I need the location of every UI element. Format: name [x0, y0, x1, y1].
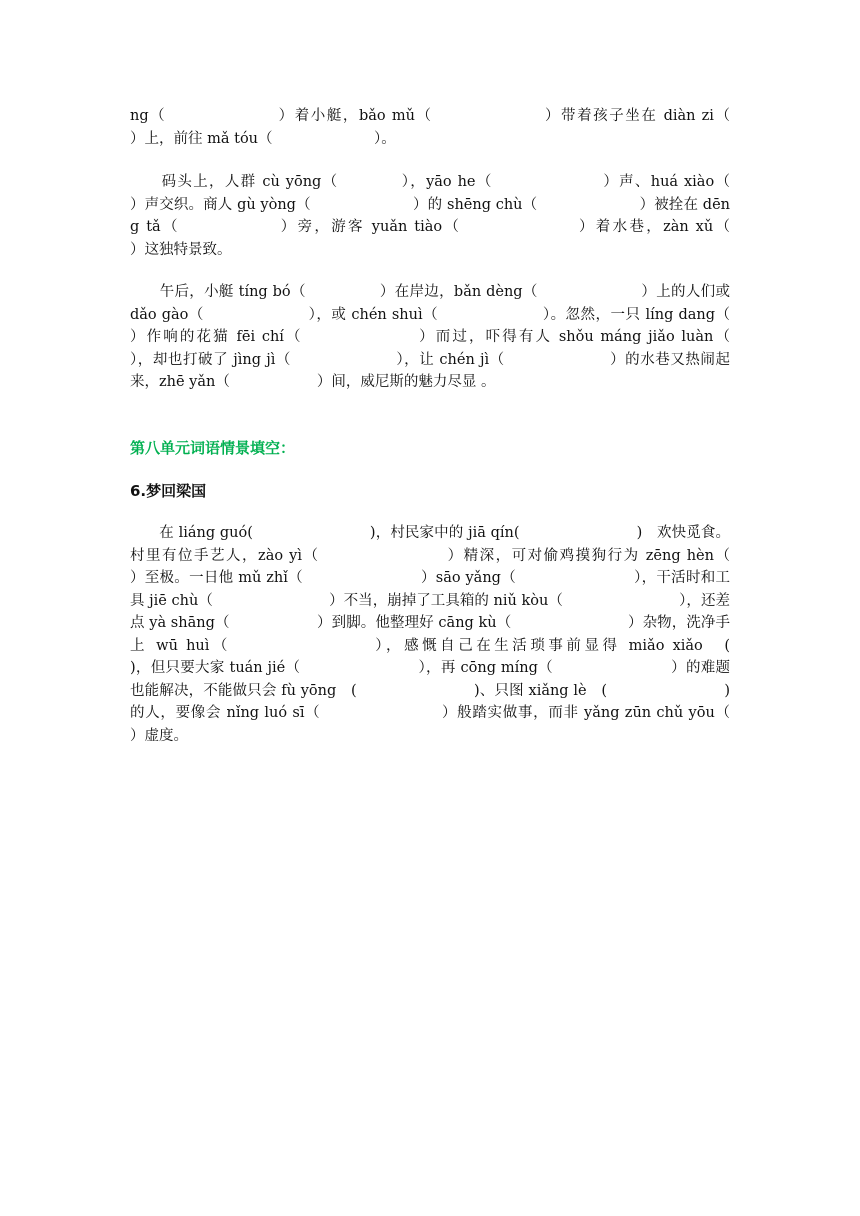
- paragraph-venice-boats: ng（ ）着小艇，bǎo mǔ（ ）带着孩子坐在 diàn zi（ ）上，前往 mǎ tóu（ ）。: [130, 108, 832, 147]
- lesson-title: 6.梦回梁国: [130, 482, 207, 500]
- paragraph-venice-dock: 码头上，人群 cù yōng（ ），yāo he（ ）声、huá xiào（ ）声交织。商人 gù yòng（ ）的 shēng chù（ ）被拴在 dēng tǎ（ ）旁，游客 yuǎn tiào（ ）着水巷，zàn xǔ（ ）这独特景致。: [130, 174, 832, 258]
- section-title: 第八单元词语情景填空：: [130, 439, 296, 457]
- paragraph-liangguo: 在 liáng guó( )，村民家中的 jiā qín( ) 欢快觅食。村里有位手艺人，zào yì（ ）精深，可对偷鸡摸狗行为 zēng hèn（ ）至极。一日他 mǔ zhǐ（ ）sāo yǎng（ ），干活时和工具 jiē chù（ ）不当，崩掉了工具箱的 niǔ kòu（ ），还差点 yà shāng（ ）到脚。他整理好 cāng kù（ ）杂物，洗净手上 wū huì（ ），感慨自己在生活琐事前显得 miǎo xiǎo ( )，但只要大家 tuán jié（ ），再 cōng míng（ ）的难题也能解决，不能做只会 fù yōng ( )、只图 xiǎng lè ( )的人，要像会 nǐng luó sī（ ）般踏实做事，而非 yǎng zūn chǔ yōu（ ）虚度。: [130, 525, 846, 744]
- paragraph-venice-afternoon: 午后，小艇 tíng bó（ ）在岸边，bǎn dèng（ ）上的人们或 dǎo gào（ ），或 chén shuì（ ）。忽然，一只 líng dang（ ）作响的花猫 fēi chí（ ）而过，吓得有人 shǒu máng jiǎo luàn（ ），却也打破了 jìng jì（ ），让 chén jì（ ）的水巷又热闹起来，zhē yǎn（ ）间，威尼斯的魅力尽显 。: [130, 284, 832, 390]
